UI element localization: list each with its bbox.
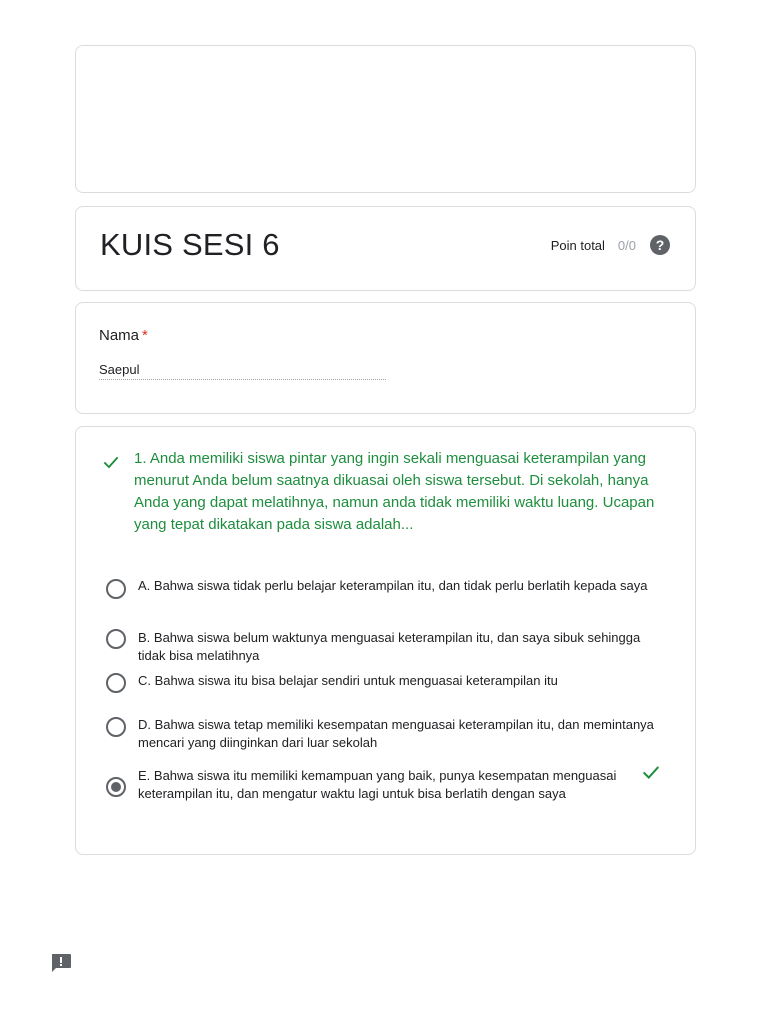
option-label: C. Bahwa siswa itu bisa belajar sendiri untuk menguasai keterampilan itu bbox=[138, 673, 558, 688]
points-label: Poin total bbox=[550, 237, 605, 253]
checkmark-icon bbox=[640, 761, 662, 783]
checkmark-icon bbox=[101, 452, 121, 472]
option-label: B. Bahwa siswa belum waktunya menguasai keterampilan itu, dan saya sibuk sehingga tidak bisa melatihnya bbox=[138, 630, 641, 663]
name-answer: Saepul bbox=[99, 362, 386, 380]
points-summary bbox=[551, 235, 670, 255]
radio-option-c[interactable] bbox=[106, 673, 126, 693]
question-mark-icon[interactable]: ? bbox=[650, 235, 670, 255]
name-question bbox=[75, 302, 696, 414]
radio-option-e[interactable] bbox=[106, 777, 126, 797]
name-label-text: Nama bbox=[99, 327, 140, 344]
required-marker: * bbox=[142, 327, 148, 344]
radio-option-d[interactable] bbox=[106, 717, 126, 737]
option-label: A. Bahwa siswa tidak perlu belajar keterampilan itu, dan tidak perlu berlatih kepada saya bbox=[138, 578, 648, 593]
radio-option-a[interactable] bbox=[106, 579, 126, 599]
points-value: 0/0 bbox=[617, 237, 636, 253]
form-banner bbox=[75, 45, 696, 193]
name-label bbox=[99, 327, 148, 344]
option-label: D. Bahwa siswa tetap memiliki kesempatan menguasai keterampilan itu, dan memintanya mencari yang diinginkan dari luar sekolah bbox=[138, 717, 654, 750]
question-text: 1. Anda memiliki siswa pintar yang ingin sekali menguasai keterampilan yang menurut Anda belum saatnya dikuasai oleh siswa tersebut. Di sekolah, hanya Anda yang dapat melatihnya, namun anda tidak memiliki waktu luang. Ucapan yang tepat dikatakan pada siswa adalah... bbox=[134, 450, 655, 533]
report-feedback-icon[interactable] bbox=[50, 953, 72, 973]
question-1 bbox=[75, 426, 696, 855]
form-header bbox=[75, 206, 696, 291]
option-label: E. Bahwa siswa itu memiliki kemampuan yang baik, punya kesempatan menguasai keterampilan itu, dan mengatur waktu lagi untuk bisa berlatih dengan saya bbox=[138, 768, 617, 801]
radio-option-b[interactable] bbox=[106, 629, 126, 649]
page-title: KUIS SESI 6 bbox=[100, 227, 280, 262]
